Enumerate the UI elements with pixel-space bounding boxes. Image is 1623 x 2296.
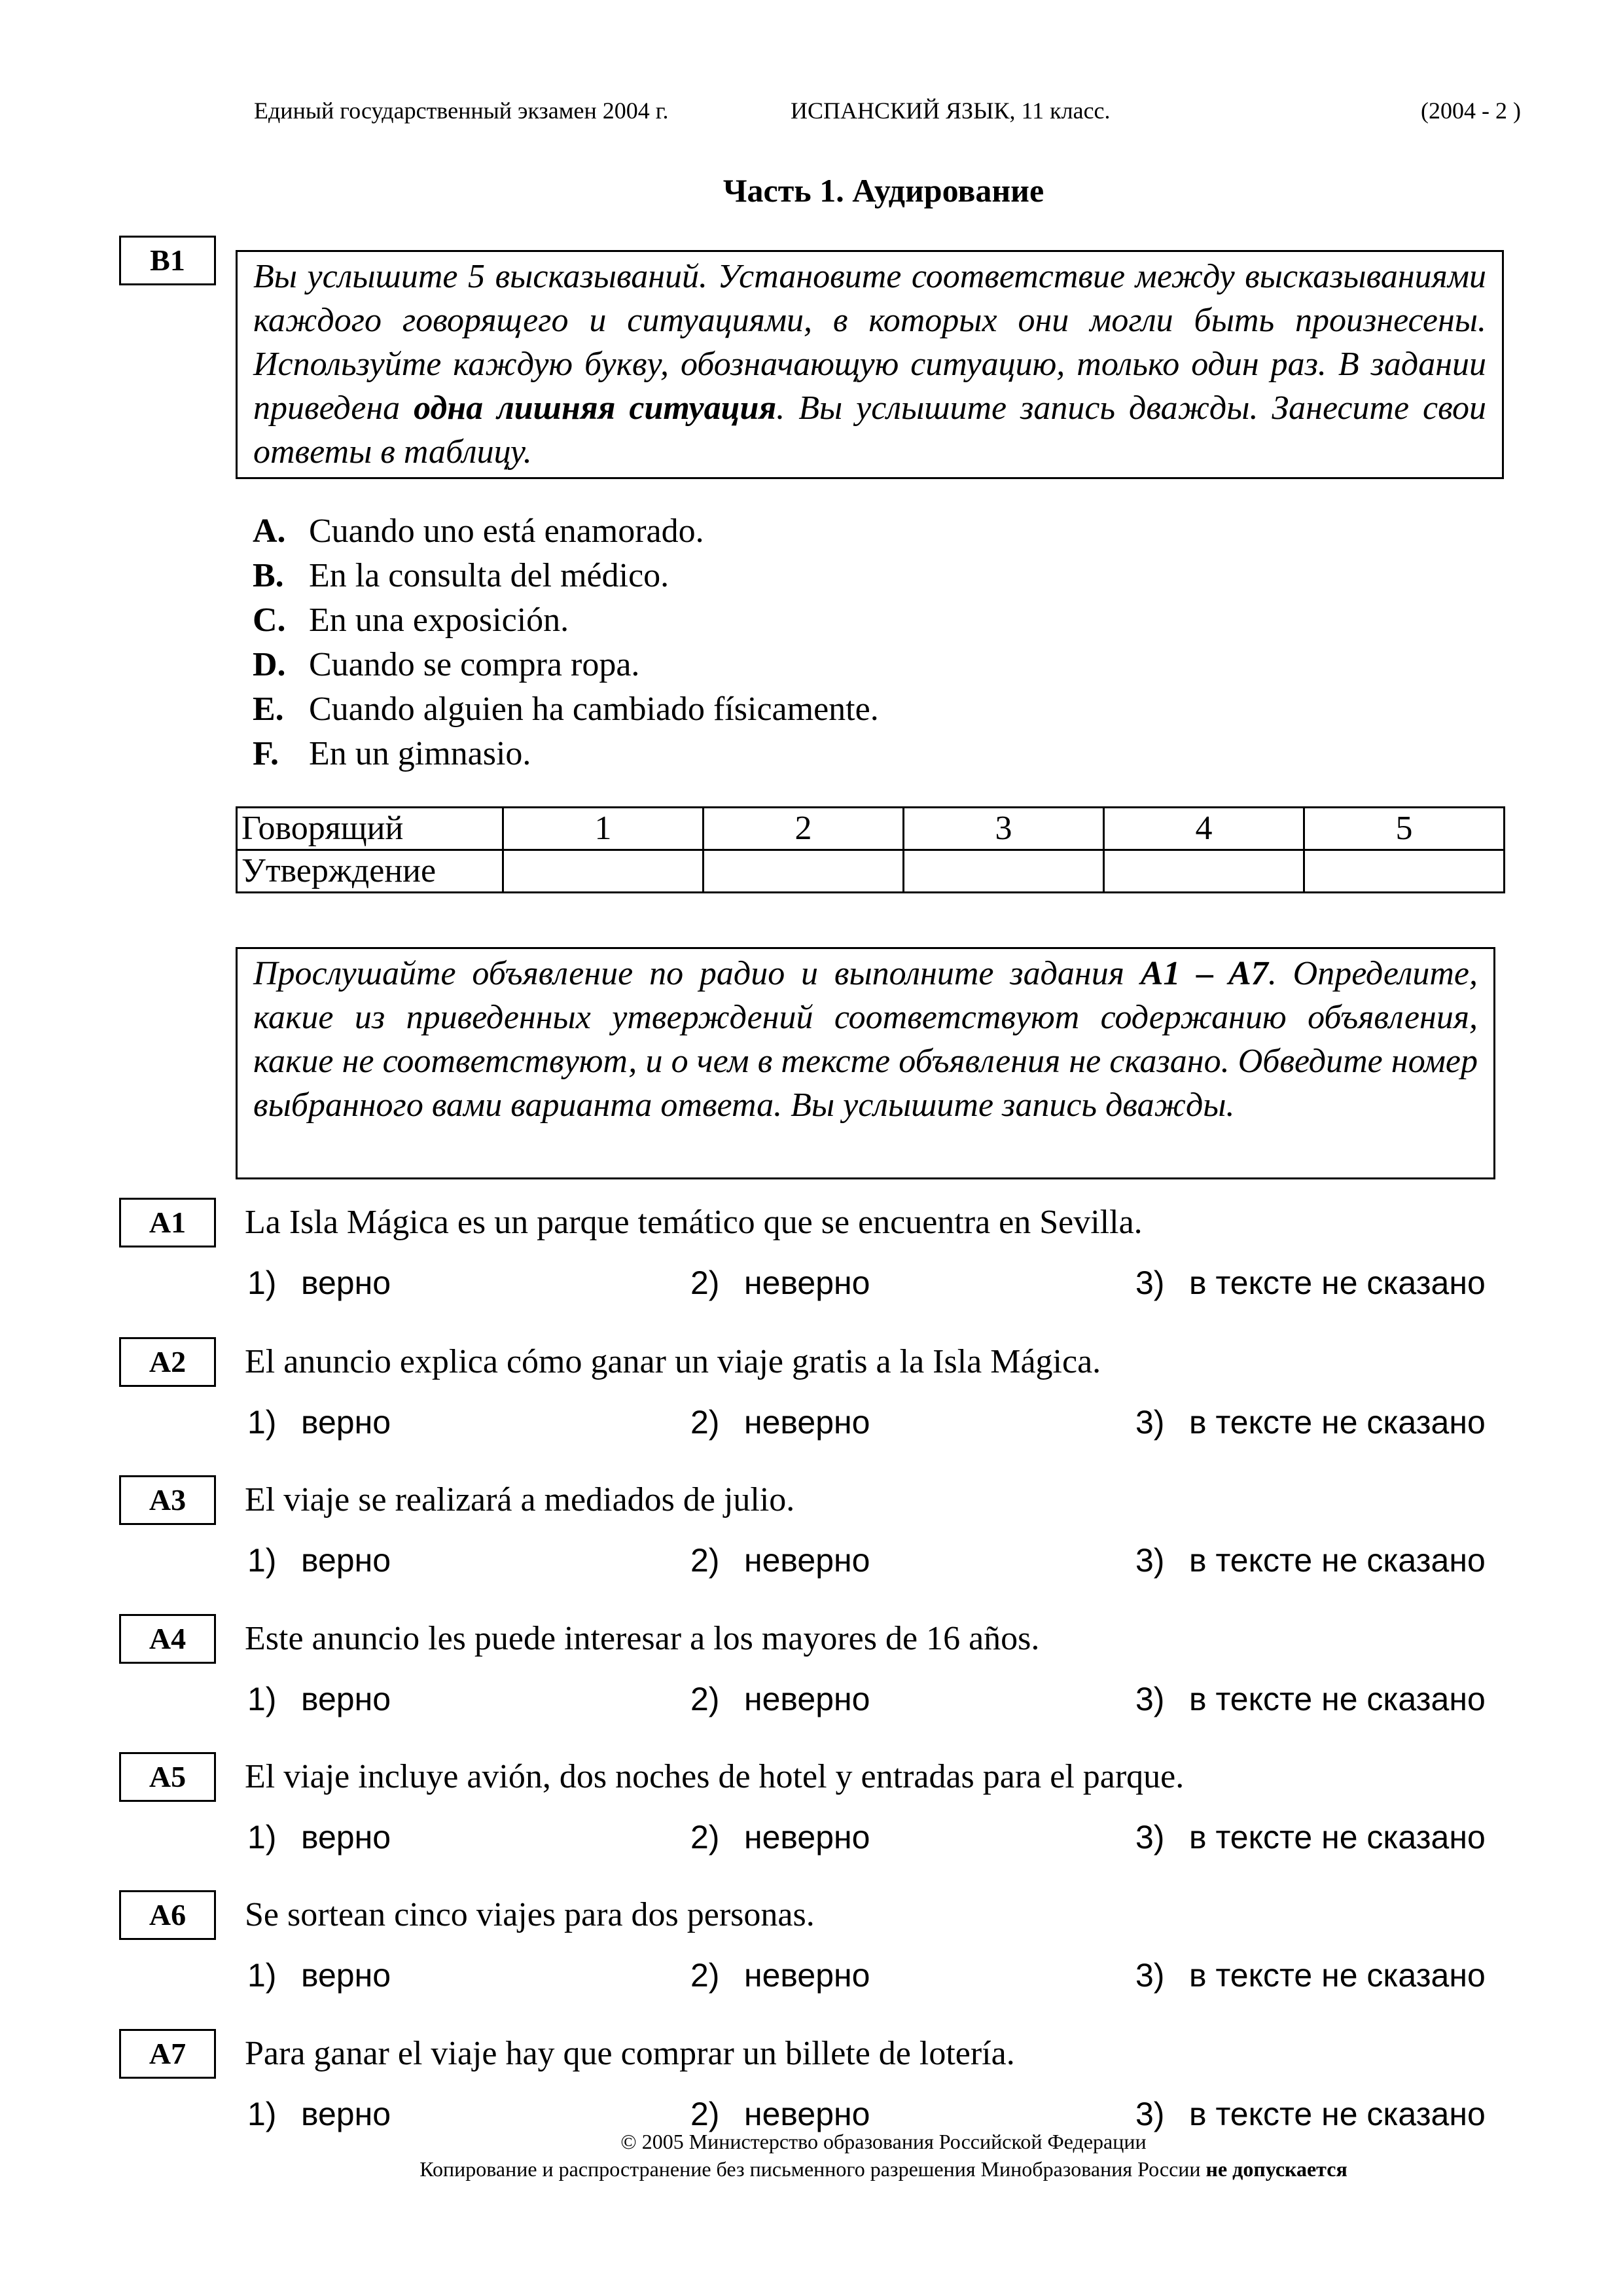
question-text: Para ganar el viaje hay que comprar un billete de lotería. — [245, 2035, 1015, 2072]
choice-label: в тексте не сказано — [1189, 1542, 1486, 1579]
option-b — [253, 554, 879, 598]
choice-1[interactable] — [247, 1403, 391, 1441]
question-text: La Isla Mágica es un parque temático que se encuentra en Sevilla. — [245, 1204, 1143, 1241]
option-c — [253, 598, 879, 643]
choice-number: 3) — [1135, 2096, 1165, 2132]
choice-label: верно — [301, 1957, 391, 1994]
table-row — [237, 808, 1505, 850]
choice-label: в тексте не сказано — [1189, 1819, 1486, 1856]
b1-options-list — [253, 509, 879, 776]
choice-1[interactable] — [247, 2095, 391, 2133]
table-cell: 4 — [1104, 808, 1304, 850]
task-tag-a3: A3 — [119, 1475, 216, 1525]
answer-cell-5[interactable] — [1304, 850, 1505, 893]
option-f — [253, 732, 879, 776]
choice-2[interactable] — [690, 2095, 870, 2133]
option-text: En un gimnasio. — [309, 735, 531, 772]
answer-cell-3[interactable] — [904, 850, 1104, 893]
task-tag-b1: B1 — [119, 236, 216, 285]
choice-3[interactable] — [1135, 1956, 1486, 1994]
b1-instruction-tail: . Вы услышите запись дважды. Занесите свои ответы в таблицу. — [253, 389, 1486, 471]
choice-number: 2) — [690, 1404, 720, 1441]
choice-2[interactable] — [690, 1403, 870, 1441]
task-tag-a2: A2 — [119, 1337, 216, 1387]
question-text: Se sortean cinco viajes para dos personas. — [245, 1896, 815, 1933]
choice-label: верно — [301, 1819, 391, 1856]
choice-number: 2) — [690, 1819, 720, 1856]
choice-label: верно — [301, 1681, 391, 1717]
choice-number: 1) — [247, 1404, 277, 1441]
answer-cell-1[interactable] — [503, 850, 704, 893]
a-instruction-bold: A1 – A7 — [1140, 955, 1268, 992]
choice-3[interactable] — [1135, 2095, 1486, 2133]
choice-1[interactable] — [247, 1541, 391, 1579]
task-tag-a5: A5 — [119, 1752, 216, 1802]
b1-instruction-bold: одна лишняя ситуация — [414, 389, 777, 427]
part-title: Часть 1. Аудирование — [722, 172, 1044, 209]
option-letter: C. — [253, 601, 286, 639]
choice-number: 1) — [247, 1819, 277, 1856]
b1-answer-table — [236, 806, 1505, 893]
option-e — [253, 687, 879, 732]
choice-number: 3) — [1135, 1542, 1165, 1579]
choice-label: верно — [301, 2096, 391, 2132]
option-text: En la consulta del médico. — [309, 557, 669, 594]
table-row — [237, 850, 1505, 893]
choice-1[interactable] — [247, 1264, 391, 1302]
choice-label: неверно — [744, 1542, 870, 1579]
option-letter: A. — [253, 512, 286, 550]
choice-2[interactable] — [690, 1541, 870, 1579]
header-exam-title: Единый государственный экзамен 2004 г. — [254, 98, 669, 124]
choice-1[interactable] — [247, 1680, 391, 1718]
choice-label: верно — [301, 1265, 391, 1301]
choice-number: 2) — [690, 2096, 720, 2132]
choice-number: 3) — [1135, 1681, 1165, 1717]
option-letter: B. — [253, 557, 284, 594]
option-text: Cuando se compra ropa. — [309, 646, 640, 683]
choice-number: 2) — [690, 1542, 720, 1579]
question-text: El viaje se realizará a mediados de julio. — [245, 1481, 795, 1518]
choice-label: неверно — [744, 1404, 870, 1441]
choice-number: 1) — [247, 1681, 277, 1717]
header-subject: ИСПАНСКИЙ ЯЗЫК, 11 класс. — [791, 98, 1111, 124]
a-instruction-tail: . Определите, какие из приведенных утверждений соответствуют содержанию объявления, какие не соответствуют, и о чем в тексте объявления не сказано. Обведите номер выбранного вами варианта ответа. Вы услышите запись дважды. — [253, 955, 1478, 1124]
task-tag-a7: A7 — [119, 2029, 216, 2079]
table-cell: 3 — [904, 808, 1104, 850]
choice-number: 1) — [247, 1265, 277, 1301]
footer-notice-bold: не допускается — [1205, 2157, 1347, 2181]
choice-label: неверно — [744, 1819, 870, 1856]
choice-label: в тексте не сказано — [1189, 1265, 1486, 1301]
choice-number: 1) — [247, 1542, 277, 1579]
table-header-speaker: Говорящий — [237, 808, 503, 850]
option-d — [253, 643, 879, 687]
option-a — [253, 509, 879, 554]
choice-2[interactable] — [690, 1264, 870, 1302]
table-header-statement: Утверждение — [237, 850, 503, 893]
choice-label: в тексте не сказано — [1189, 1957, 1486, 1994]
task-tag-a1: A1 — [119, 1198, 216, 1247]
choice-label: неверно — [744, 2096, 870, 2132]
choice-3[interactable] — [1135, 1403, 1486, 1441]
task-tag-a4: A4 — [119, 1614, 216, 1664]
option-text: En una exposición. — [309, 601, 569, 639]
choice-label: в тексте не сказано — [1189, 1681, 1486, 1717]
choice-number: 1) — [247, 2096, 277, 2132]
table-cell: 5 — [1304, 808, 1505, 850]
a-instruction-text: Прослушайте объявление по радио и выполните задания — [253, 955, 1141, 992]
choice-label: в тексте не сказано — [1189, 2096, 1486, 2132]
table-cell: 2 — [704, 808, 904, 850]
option-text: Cuando uno está enamorado. — [309, 512, 704, 550]
choice-3[interactable] — [1135, 1264, 1486, 1302]
choice-label: в тексте не сказано — [1189, 1404, 1486, 1441]
choice-number: 3) — [1135, 1957, 1165, 1994]
choice-label: неверно — [744, 1265, 870, 1301]
choice-2[interactable] — [690, 1818, 870, 1856]
choice-label: неверно — [744, 1957, 870, 1994]
footer-notice-text: Копирование и распространение без письменного разрешения Минобразования России — [419, 2157, 1206, 2181]
b1-instruction — [236, 250, 1504, 479]
a-instruction — [236, 947, 1495, 1179]
choice-number: 2) — [690, 1265, 720, 1301]
choice-label: верно — [301, 1404, 391, 1441]
task-tag-a6: A6 — [119, 1890, 216, 1940]
choice-3[interactable] — [1135, 1680, 1486, 1718]
option-letter: D. — [253, 646, 286, 683]
footer-notice — [0, 2157, 1623, 2181]
b1-instruction-text: Вы услышите 5 высказываний. Установите соответствие между высказываниями каждого говорящего и ситуациями, в которых они могли быть произнесены. Используйте каждую букву, обозначающую ситуацию, только один раз. В задании приведена — [253, 258, 1486, 427]
question-text: El viaje incluye avión, dos noches de hotel y entradas para el parque. — [245, 1758, 1185, 1795]
answer-cell-4[interactable] — [1104, 850, 1304, 893]
choice-3[interactable] — [1135, 1818, 1486, 1856]
choice-2[interactable] — [690, 1680, 870, 1718]
table-cell: 1 — [503, 808, 704, 850]
choice-number: 2) — [690, 1681, 720, 1717]
choice-number: 3) — [1135, 1404, 1165, 1441]
answer-cell-2[interactable] — [704, 850, 904, 893]
choice-2[interactable] — [690, 1956, 870, 1994]
choice-label: неверно — [744, 1681, 870, 1717]
question-text: El anuncio explica cómo ganar un viaje gratis a la Isla Mágica. — [245, 1343, 1101, 1380]
footer-copyright: © 2005 Министерство образования Российской Федерации — [620, 2130, 1147, 2153]
choice-number: 2) — [690, 1957, 720, 1994]
choice-number: 3) — [1135, 1819, 1165, 1856]
option-letter: F. — [253, 735, 279, 772]
choice-number: 1) — [247, 1957, 277, 1994]
question-text: Este anuncio les puede interesar a los mayores de 16 años. — [245, 1620, 1040, 1657]
choice-3[interactable] — [1135, 1541, 1486, 1579]
choice-label: верно — [301, 1542, 391, 1579]
header-code: (2004 - 2 ) — [1421, 98, 1521, 124]
choice-number: 3) — [1135, 1265, 1165, 1301]
option-letter: E. — [253, 691, 284, 728]
choice-1[interactable] — [247, 1956, 391, 1994]
option-text: Cuando alguien ha cambiado físicamente. — [309, 691, 879, 728]
choice-1[interactable] — [247, 1818, 391, 1856]
